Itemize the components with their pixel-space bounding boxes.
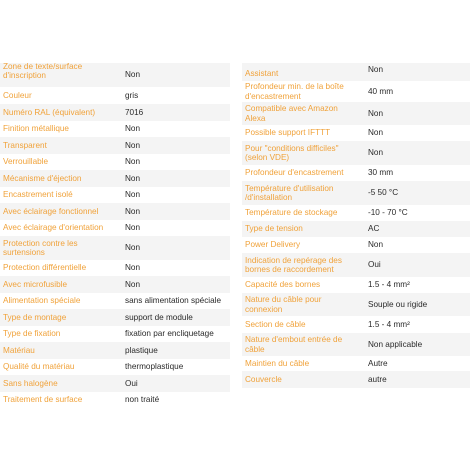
spec-row bbox=[242, 316, 470, 333]
spec-row bbox=[0, 326, 230, 342]
spec-label: Type de tension bbox=[245, 224, 303, 234]
spec-value: autre bbox=[368, 374, 387, 384]
spec-value: Non applicable bbox=[368, 339, 423, 349]
spec-row bbox=[242, 277, 470, 293]
spec-label: Avec éclairage d'orientation bbox=[3, 223, 104, 233]
spec-label: Profondeur d'encastrement bbox=[245, 168, 344, 178]
spec-row bbox=[242, 293, 470, 316]
spec-label: Finition métallique bbox=[3, 124, 69, 134]
spec-row bbox=[242, 333, 470, 356]
spec-value: 40 mm bbox=[368, 86, 394, 96]
spec-value: thermoplastique bbox=[125, 362, 184, 372]
spec-label: Type de fixation bbox=[3, 329, 61, 339]
spec-label: Température de stockage bbox=[245, 208, 338, 218]
spec-label: Nature du câble pour connexion bbox=[245, 295, 322, 314]
spec-value: Non bbox=[368, 65, 384, 75]
spec-label: Profondeur min. de la boîte d'encastrement bbox=[245, 82, 344, 101]
spec-value: -5 50 °C bbox=[368, 188, 399, 198]
spec-label: Pour "conditions difficiles" (selon VDE) bbox=[245, 143, 339, 162]
spec-row bbox=[0, 392, 230, 408]
spec-row bbox=[0, 220, 230, 236]
spec-row bbox=[0, 154, 230, 170]
spec-label: Nature d'embout entrée de câble bbox=[245, 335, 343, 354]
spec-row bbox=[242, 125, 470, 141]
spec-label: Protection contre les surtensions bbox=[3, 238, 78, 257]
spec-label: Type de montage bbox=[3, 312, 67, 322]
spec-row bbox=[0, 342, 230, 359]
spec-label: Section de câble bbox=[245, 319, 306, 329]
spec-value: Non bbox=[125, 263, 141, 273]
spec-value: Non bbox=[368, 240, 384, 250]
spec-value: 30 mm bbox=[368, 168, 394, 178]
spec-label: Verrouillable bbox=[3, 157, 49, 167]
spec-label: Assistant bbox=[245, 69, 279, 79]
spec-value: Oui bbox=[368, 260, 381, 270]
spec-row bbox=[0, 276, 230, 293]
spec-value: plastique bbox=[125, 345, 158, 355]
spec-value: Non bbox=[125, 124, 141, 134]
spec-value: 1.5 - 4 mm² bbox=[368, 319, 410, 329]
spec-label: Qualité du matériau bbox=[3, 362, 75, 372]
spec-row bbox=[0, 375, 230, 392]
spec-row bbox=[242, 371, 470, 388]
spec-value: Non bbox=[125, 206, 141, 216]
spec-row bbox=[242, 181, 470, 205]
spec-value: Oui bbox=[125, 378, 138, 388]
spec-value: non traité bbox=[125, 395, 160, 405]
spec-label: Protection différentielle bbox=[3, 263, 87, 273]
spec-value: sans alimentation spéciale bbox=[125, 296, 222, 306]
spec-row bbox=[242, 221, 470, 237]
spec-row bbox=[0, 260, 230, 276]
spec-value: fixation par encliquetage bbox=[125, 329, 214, 339]
spec-label: Avec éclairage fonctionnel bbox=[3, 206, 99, 216]
spec-row bbox=[0, 236, 230, 260]
spec-value: Non bbox=[368, 108, 384, 118]
spec-table-right bbox=[242, 63, 470, 388]
spec-row bbox=[0, 104, 230, 121]
spec-row bbox=[242, 205, 470, 221]
spec-row bbox=[242, 141, 470, 165]
spec-value: Souple ou rigide bbox=[368, 299, 428, 309]
spec-value: -10 - 70 °C bbox=[368, 208, 408, 218]
spec-value: Non bbox=[125, 279, 141, 289]
spec-row bbox=[0, 293, 230, 309]
spec-label: Température d'utilisation /d'installation bbox=[245, 183, 334, 202]
spec-value: Non bbox=[368, 128, 384, 138]
spec-row bbox=[0, 63, 230, 87]
spec-row bbox=[0, 309, 230, 326]
spec-value: support de module bbox=[125, 312, 193, 322]
spec-label: Matériau bbox=[3, 345, 35, 355]
spec-label: Sans halogène bbox=[3, 378, 58, 388]
spec-value: gris bbox=[125, 90, 139, 100]
spec-value: Non bbox=[125, 243, 141, 253]
spec-value: Non bbox=[125, 140, 141, 150]
spec-value: Non bbox=[125, 173, 141, 183]
spec-label: Mécanisme d'éjection bbox=[3, 173, 82, 183]
spec-label: Power Delivery bbox=[245, 240, 301, 250]
spec-row bbox=[0, 359, 230, 375]
spec-row bbox=[242, 253, 470, 277]
spec-row bbox=[242, 102, 470, 125]
spec-row bbox=[242, 63, 470, 81]
spec-label: Numéro RAL (équivalent) bbox=[3, 107, 96, 117]
spec-value: 1.5 - 4 mm² bbox=[368, 280, 410, 290]
spec-label: Couvercle bbox=[245, 374, 282, 384]
spec-row bbox=[0, 121, 230, 137]
spec-label: Zone de texte/surface d'inscription bbox=[3, 61, 83, 80]
spec-label: Avec microfusible bbox=[3, 279, 68, 289]
spec-value: 7016 bbox=[125, 107, 144, 117]
spec-label: Capacité des bornes bbox=[245, 280, 321, 290]
spec-value: Non bbox=[125, 190, 141, 200]
spec-row bbox=[242, 356, 470, 371]
spec-row bbox=[0, 87, 230, 104]
spec-label: Compatible avec Amazon Alexa bbox=[245, 104, 338, 123]
spec-value: Non bbox=[368, 148, 384, 158]
spec-label: Possible support IFTTT bbox=[245, 128, 331, 138]
spec-value: Non bbox=[125, 157, 141, 167]
spec-row bbox=[0, 187, 230, 203]
spec-row bbox=[0, 137, 230, 154]
spec-value: Non bbox=[125, 70, 141, 80]
spec-row bbox=[242, 81, 470, 102]
spec-label: Traitement de surface bbox=[3, 395, 83, 405]
spec-row bbox=[0, 203, 230, 220]
spec-label: Transparent bbox=[3, 140, 47, 150]
spec-label: Indication de repérage des bornes de raccordement bbox=[245, 255, 342, 274]
spec-label: Couleur bbox=[3, 90, 32, 100]
spec-row bbox=[0, 170, 230, 187]
spec-table-left bbox=[0, 63, 230, 408]
spec-value: Autre bbox=[368, 358, 388, 368]
spec-row bbox=[242, 165, 470, 181]
spec-row bbox=[242, 237, 470, 253]
spec-label: Alimentation spéciale bbox=[3, 296, 81, 306]
spec-value: Non bbox=[125, 223, 141, 233]
spec-value: AC bbox=[368, 224, 380, 234]
spec-label: Maintien du câble bbox=[245, 358, 310, 368]
spec-label: Encastrement isolé bbox=[3, 190, 73, 200]
